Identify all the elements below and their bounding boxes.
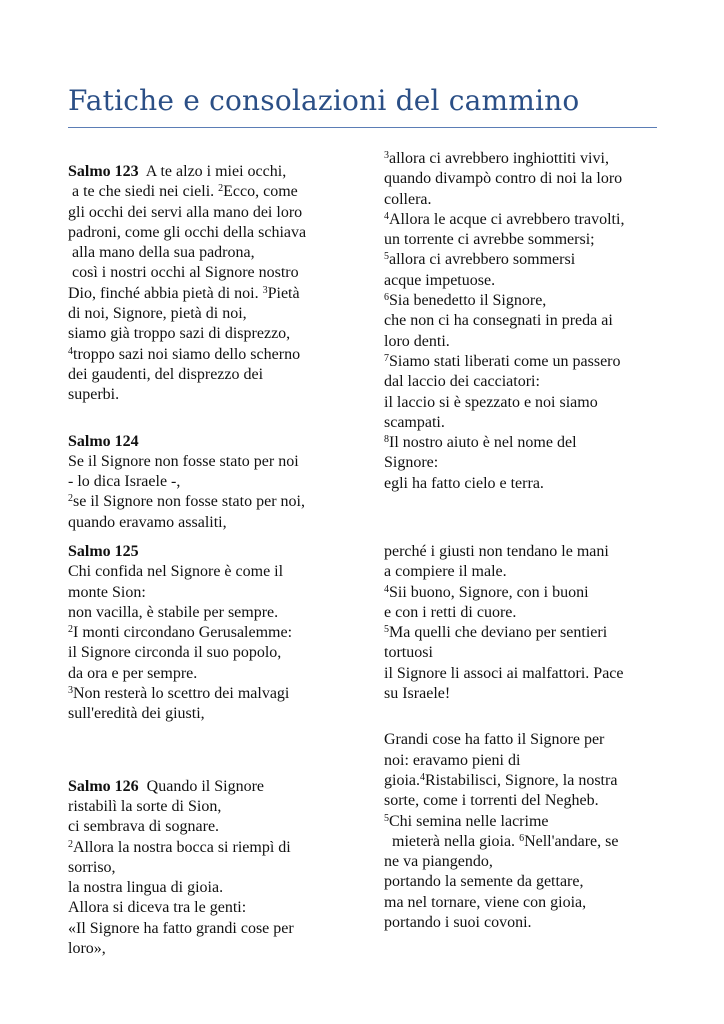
title-underline xyxy=(68,127,657,128)
text-line: $^5$Ma quelli che deviano per sentieri xyxy=(384,624,608,642)
text-line: $^5$allora ci avrebbero sommersi xyxy=(384,251,576,269)
text-line: dal laccio dei cacciatori: xyxy=(384,373,540,391)
text-line: ne va piangendo, xyxy=(384,853,493,871)
verse-number: 6 xyxy=(384,292,389,304)
psalm-heading: Salmo 126 xyxy=(68,777,139,795)
text-line: $^8$Il nostro aiuto è nel nome del xyxy=(384,434,577,452)
text-line: siamo già troppo sazi di disprezzo, xyxy=(68,325,291,343)
text-line: Salmo 123 A te alzo i miei occhi, xyxy=(68,163,287,180)
text-line: monte Sion: xyxy=(68,583,146,601)
text-line: loro denti. xyxy=(384,332,450,350)
verse-number: 2 xyxy=(68,838,73,850)
text-line: Dio, finché abbia pietà di noi. $^3$Pietà xyxy=(68,284,300,302)
text-line: $^5$Chi semina nelle lacrime xyxy=(384,812,549,830)
text-line: Signore: xyxy=(384,454,439,472)
verse-number: 4 xyxy=(420,771,425,783)
text-line: - lo dica Israele -, xyxy=(68,473,181,491)
verse-number: 7 xyxy=(384,352,389,364)
text-line: Chi confida nel Signore è come il xyxy=(68,563,284,581)
text-line: $^3$Non resterà lo scettro dei malvagi xyxy=(68,685,290,703)
text-line: ma nel tornare, viene con gioia, xyxy=(384,893,587,911)
text-line: non vacilla, è stabile per sempre. xyxy=(68,603,279,621)
text-line: Allora si diceva tra le genti: xyxy=(68,899,247,917)
verse-number: 5 xyxy=(384,812,389,824)
verse-number: 6 xyxy=(519,832,525,844)
verse-number: 4 xyxy=(384,583,389,595)
text-line: gli occhi dei servi alla mano dei loro xyxy=(68,203,303,221)
text-line: a te che siedi nei cieli. $^2$Ecco, come xyxy=(72,183,298,201)
text-line: sull'eredità dei giusti, xyxy=(68,705,205,723)
text-line: così i nostri occhi al Signore nostro xyxy=(72,264,299,282)
verse-number: 2 xyxy=(68,624,73,636)
verse-number: 5 xyxy=(384,251,389,263)
text-line: quando eravamo assaliti, xyxy=(68,513,227,531)
text-line: gioia.$^4$Ristabilisci, Signore, la nostra xyxy=(384,771,618,789)
verse-number: 5 xyxy=(384,624,389,636)
text-line: dei gaudenti, del disprezzo dei xyxy=(68,365,264,383)
text-line: il Signore circonda il suo popolo, xyxy=(68,644,282,662)
text-line: sorriso, xyxy=(68,858,116,876)
text-line: portando la semente da gettare, xyxy=(384,873,584,891)
text-line: perché i giusti non tendano le mani xyxy=(384,543,609,560)
text-line: il Signore li associ ai malfattori. Pace xyxy=(384,664,624,682)
verse-number: 2 xyxy=(68,493,73,505)
text-line: $^7$Siamo stati liberati come un passero xyxy=(384,352,621,370)
text-line: $^4$Allora le acque ci avrebbero travolti, xyxy=(384,210,625,228)
text-line: superbi. xyxy=(68,386,120,404)
text-line: portando i suoi covoni. xyxy=(384,914,532,932)
text-line: il laccio si è spezzato e noi siamo xyxy=(384,393,598,411)
verse-number: 4 xyxy=(68,345,73,357)
text-line: noi: eravamo pieni di xyxy=(384,751,521,769)
text-line: Grandi cose ha fatto il Signore per xyxy=(384,731,605,749)
verse-number: 3 xyxy=(384,150,389,161)
verse-number: 3 xyxy=(68,685,73,697)
text-line: $^3$allora ci avrebbero inghiottiti vivi, xyxy=(384,150,609,167)
column-upper-left xyxy=(68,162,343,533)
text-line: che non ci ha consegnati in preda ai xyxy=(384,312,613,330)
verse-number: 3 xyxy=(262,284,268,296)
psalm-heading: Salmo 124 xyxy=(68,432,139,450)
text-line: Salmo 126 Quando il Signore xyxy=(68,777,264,795)
text-line: acque impetuose. xyxy=(384,271,496,289)
text-line: ci sembrava di sognare. xyxy=(68,818,220,836)
text-line: e con i retti di cuore. xyxy=(384,603,517,621)
verse-number: 4 xyxy=(384,210,389,222)
text-line: $^6$Sia benedetto il Signore, xyxy=(384,292,547,310)
text-line: da ora e per sempre. xyxy=(68,664,198,682)
text-line: di noi, Signore, pietà di noi, xyxy=(68,305,247,323)
text-line: mieterà nella gioia. $^6$Nell'andare, se xyxy=(392,832,619,850)
text-line: Se il Signore non fosse stato per noi xyxy=(68,452,299,470)
text-line xyxy=(68,542,343,562)
text-line: scampati. xyxy=(384,413,445,431)
text-line: padroni, come gli occhi della schiava xyxy=(68,223,307,241)
column-lower-right xyxy=(384,542,659,933)
text-line: a compiere il male. xyxy=(384,563,507,581)
text-line: $^2$I monti circondano Gerusalemme: xyxy=(68,624,293,642)
text-line: collera. xyxy=(384,190,432,208)
text-line: egli ha fatto cielo e terra. xyxy=(384,474,544,492)
verse-number: 8 xyxy=(384,434,389,446)
text-line: quando divampò contro di noi la loro xyxy=(384,170,623,188)
text-line: ristabilì la sorte di Sion, xyxy=(68,797,222,815)
column-lower-left xyxy=(68,542,343,959)
text-line: $^4$Sii buono, Signore, con i buoni xyxy=(384,583,589,601)
text-line: sorte, come i torrenti del Negheb. xyxy=(384,792,599,810)
psalm-heading: Salmo 123 xyxy=(68,163,139,180)
text-line: loro», xyxy=(68,940,106,958)
text-line: un torrente ci avrebbe sommersi; xyxy=(384,231,595,249)
column-upper-right xyxy=(384,149,659,494)
text-line: la nostra lingua di gioia. xyxy=(68,879,224,897)
text-line: $^2$Allora la nostra bocca si riempì di xyxy=(68,838,291,856)
psalm-heading: Salmo 125 xyxy=(68,543,139,560)
text-line: «Il Signore ha fatto grandi cose per xyxy=(68,919,294,937)
text-line: su Israele! xyxy=(384,685,451,703)
text-line: alla mano della sua padrona, xyxy=(72,244,255,262)
text-line: tortuosi xyxy=(384,644,433,662)
page-title: Fatiche e consolazioni del cammino xyxy=(68,84,580,117)
text-line: $^4$troppo sazi noi siamo dello scherno xyxy=(68,345,301,363)
text-line: $^2$se il Signore non fosse stato per noi, xyxy=(68,493,305,511)
verse-number: 2 xyxy=(218,183,224,195)
text-line xyxy=(68,432,343,452)
